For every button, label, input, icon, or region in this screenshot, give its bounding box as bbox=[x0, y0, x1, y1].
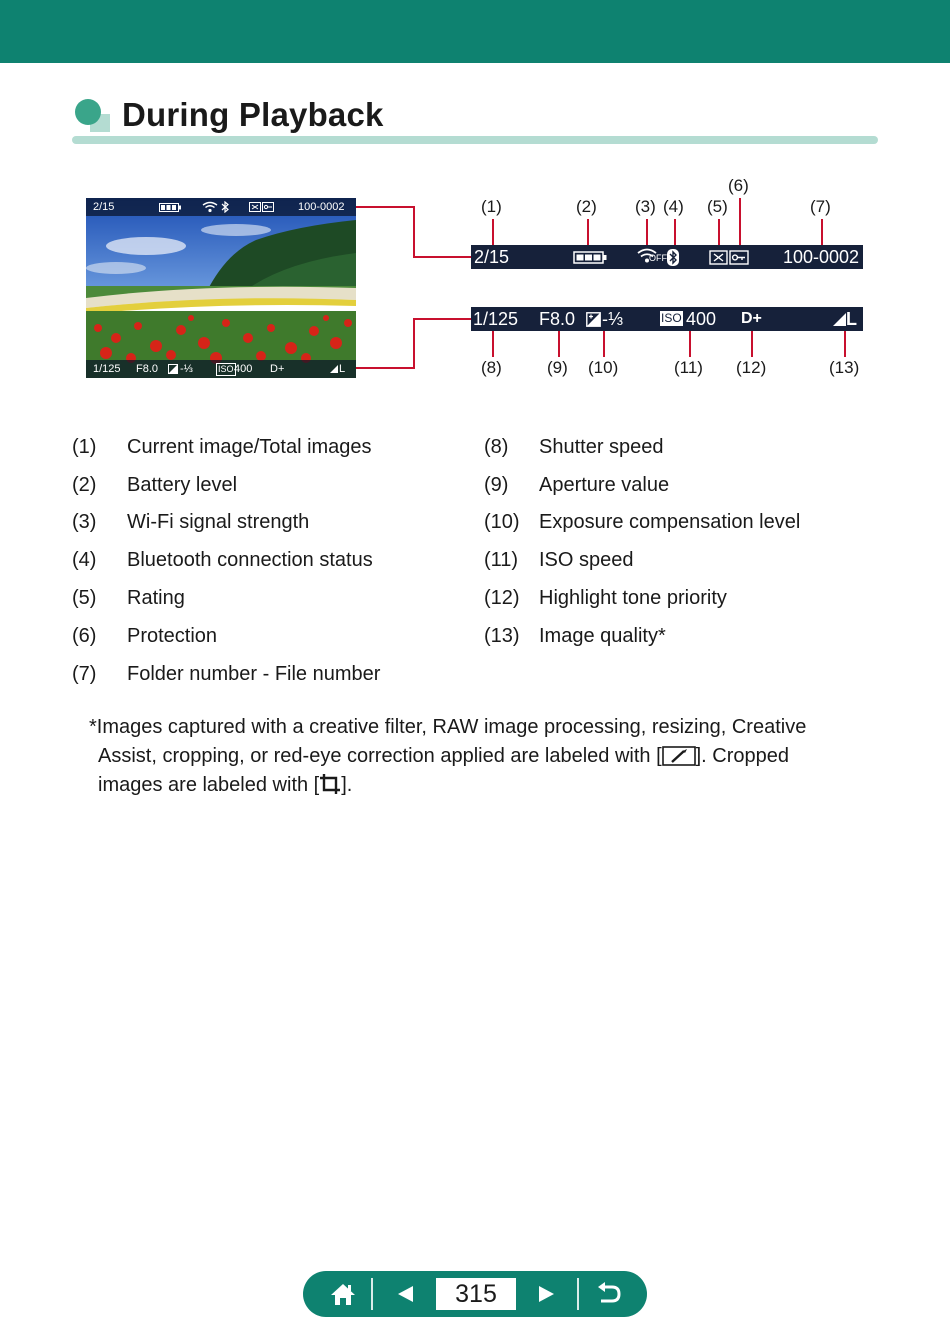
wifi-off-label: OFF bbox=[649, 253, 667, 263]
callout-9: (9) bbox=[547, 358, 568, 377]
leader-line-6 bbox=[739, 198, 741, 245]
callout-7: (7) bbox=[810, 197, 831, 216]
connector-lines bbox=[0, 0, 950, 400]
battery-icon bbox=[573, 251, 607, 264]
enlarged-top-info-bar bbox=[471, 245, 863, 269]
exposure-level: -⅓ bbox=[602, 309, 624, 329]
file-number: 100-0002 bbox=[783, 247, 860, 267]
shutter-speed: 1/125 bbox=[93, 363, 121, 375]
footnote bbox=[89, 713, 869, 800]
leader-line-7 bbox=[821, 219, 823, 245]
aperture-value: F8.0 bbox=[136, 363, 159, 375]
leader-line-3 bbox=[646, 219, 648, 245]
leader-line-9 bbox=[558, 331, 560, 357]
page-title: During Playback bbox=[122, 96, 384, 133]
callout-6: (6) bbox=[728, 176, 749, 195]
callout-8: (8) bbox=[481, 358, 502, 377]
return-button[interactable] bbox=[587, 1271, 631, 1317]
footnote-line: images are labeled with [ ]. bbox=[98, 774, 353, 796]
next-page-icon bbox=[537, 1284, 557, 1304]
previous-page-button[interactable] bbox=[383, 1271, 427, 1317]
iso-label: ISO bbox=[661, 311, 682, 325]
callout-2: (2) bbox=[576, 197, 597, 216]
rating-protect-icon bbox=[709, 250, 749, 265]
enlarged-bottom-info-bar bbox=[471, 307, 863, 331]
return-icon bbox=[596, 1282, 622, 1306]
page-navigation bbox=[303, 1271, 647, 1317]
image-count: 2/15 bbox=[474, 247, 510, 267]
home-icon bbox=[329, 1282, 357, 1306]
nav-separator bbox=[577, 1278, 579, 1310]
exposure-comp-icon bbox=[586, 312, 601, 327]
previous-page-icon bbox=[395, 1284, 415, 1304]
leader-line-5 bbox=[718, 219, 720, 245]
nav-separator bbox=[371, 1278, 373, 1310]
footnote-line: Assist, cropping, or red-eye correction applied are labeled with [ ]. Cropped bbox=[98, 745, 790, 767]
shutter-speed: 1/125 bbox=[473, 309, 519, 329]
leader-line-8 bbox=[492, 331, 494, 357]
highlight-tone-priority: D+ bbox=[270, 363, 285, 375]
callout-11: (11) bbox=[674, 358, 703, 377]
image-count: 2/15 bbox=[93, 201, 115, 213]
image-quality: L bbox=[339, 363, 346, 375]
callout-5: (5) bbox=[707, 197, 728, 216]
leader-line-1 bbox=[492, 219, 494, 245]
image-quality-icon bbox=[833, 313, 846, 326]
file-number: 100-0002 bbox=[298, 201, 345, 213]
highlight-tone-priority: D+ bbox=[741, 310, 762, 327]
callout-12: (12) bbox=[736, 358, 767, 377]
bluetooth-icon bbox=[667, 249, 679, 266]
callout-3: (3) bbox=[635, 197, 656, 216]
iso-speed: 400 bbox=[234, 363, 253, 375]
next-page-button[interactable] bbox=[525, 1271, 569, 1317]
callout-1: (1) bbox=[481, 197, 502, 216]
aperture-value: F8.0 bbox=[539, 309, 576, 329]
footnote-line: *Images captured with a creative filter, RAW image processing, resizing, Creative bbox=[89, 716, 807, 738]
leader-line-10 bbox=[603, 331, 605, 357]
iso-label: ISO bbox=[218, 364, 234, 374]
page-number: 315 bbox=[436, 1278, 516, 1310]
callout-13: (13) bbox=[829, 358, 860, 377]
callout-4: (4) bbox=[663, 197, 684, 216]
creative-filter-icon bbox=[662, 746, 696, 766]
leader-line-13 bbox=[844, 331, 846, 357]
home-button[interactable] bbox=[321, 1271, 365, 1317]
iso-speed: 400 bbox=[686, 309, 717, 329]
exposure-level: -⅓ bbox=[180, 363, 193, 375]
callout-10: (10) bbox=[588, 358, 619, 377]
image-quality: L bbox=[846, 309, 857, 329]
leader-line-4 bbox=[674, 219, 676, 245]
leader-line-2 bbox=[587, 219, 589, 245]
crop-icon bbox=[319, 773, 341, 795]
leader-line-12 bbox=[751, 331, 753, 357]
leader-line-11 bbox=[689, 331, 691, 357]
